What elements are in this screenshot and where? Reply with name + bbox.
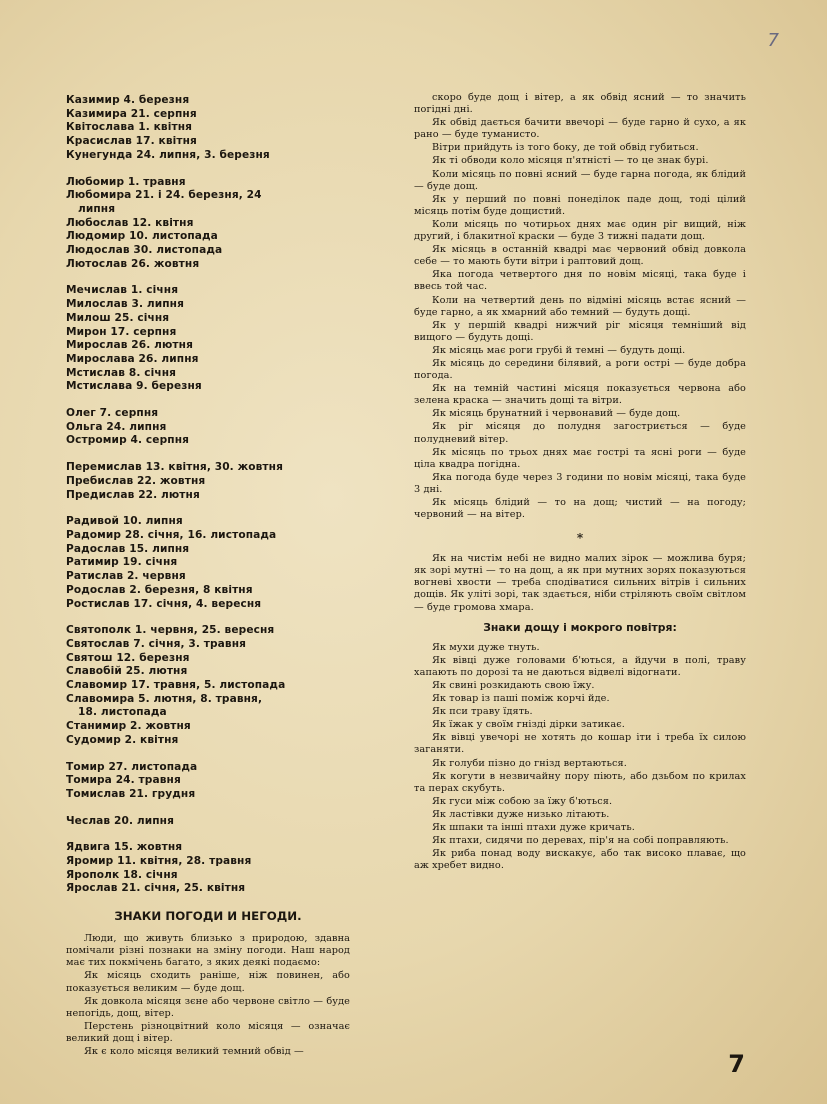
name-day-entry: Славобій 25. лютня — [66, 665, 188, 678]
name-day-entry: Пребислав 22. жовтня — [66, 474, 206, 487]
name-group — [66, 815, 350, 829]
text-paragraph: Як птахи, сидячи по деревах, пір'я на собі поправляють. — [432, 835, 729, 847]
name-day-entry: Любомира 21. і 24. березня, 24 — [66, 189, 262, 202]
text-paragraph: Як шпаки та інші птахи дуже кричать. — [432, 821, 635, 833]
text-paragraph: Як риба понад воду вискакує, або так високо плаває, що аж хребет видно. — [414, 848, 746, 872]
text-paragraph: Вітри прийдуть із того боку, де той обвід губиться. — [432, 142, 699, 154]
text-paragraph: Як ріг місяця до полудня загостриється — буде полудневий вітер. — [414, 421, 746, 445]
name-group — [66, 94, 350, 163]
name-day-entry: Мирон 17. серпня — [66, 325, 177, 338]
text-paragraph: Як на темній частині місяця показується червона або зелена краска — значить дощі та вітри. — [414, 383, 746, 407]
name-day-entry: Милош 25. січня — [66, 311, 170, 324]
text-paragraph: Як ті обводи коло місяця п'ятністі — то це знак бурі. — [432, 155, 709, 167]
name-day-entry: Мирослава 26. липня — [66, 352, 199, 365]
text-paragraph: Яка погода буде через 3 години по новім місяці, така буде 3 дні. — [414, 471, 746, 495]
name-day-entry: Ростислав 17. січня, 4. вересня — [66, 597, 262, 610]
text-paragraph: Як місяць в останній квадрі має червоний обвід довкола себе — то мають бути вітри і раптовий дощ. — [414, 244, 746, 268]
name-day-entry: Славомир 17. травня, 5. листопада — [66, 679, 286, 692]
text-paragraph: Як когути в незвичайну пору піють, або дзьбом по крилах та перах скубуть. — [414, 770, 746, 794]
name-day-entry: Томира 24. травня — [66, 774, 181, 787]
text-paragraph: Яка погода четвертого дня по новім місяці, така буде і ввесь той час. — [414, 269, 746, 293]
name-day-entry: Святослав 7. січня, 3. травня — [66, 637, 247, 650]
name-group — [66, 841, 350, 896]
name-day-entry: Квітослава 1. квітня — [66, 121, 193, 134]
name-day-entry: Святош 12. березня — [66, 651, 190, 664]
name-day-entry: Мирослав 26. лютня — [66, 339, 193, 352]
name-day-entry: Остромир 4. серпня — [66, 434, 190, 447]
name-day-entry: Ядвига 15. жовтня — [66, 841, 183, 854]
name-day-entry: Судомир 2. квітня — [66, 733, 179, 746]
name-day-entry: Радослав 15. липня — [66, 542, 190, 555]
name-day-entry: Радивой 10. липня — [66, 515, 183, 528]
name-group — [66, 407, 350, 448]
name-day-entry: Красислав 17. квітня — [66, 135, 197, 148]
name-day-entry: Предислав 22. лютня — [66, 488, 200, 501]
name-group — [66, 284, 350, 394]
text-paragraph: Перстень різноцвітний коло місяця — означає великий дощ і вітер. — [66, 1020, 350, 1044]
name-day-entry: Перемислав 13. квітня, 30. жовтня — [66, 461, 283, 474]
text-paragraph: Як на чистім небі не видно малих зірок — можлива буря; як зорі мутні — то на дощ, а як при мутних зорях показуються вогневі хвости — треба сподіватися сильних вітрів і сильних дощів. Як уліті зорі, так здається, ніби стріляють своїм світлом — буде громова хмара. — [414, 553, 746, 613]
name-group — [66, 515, 350, 611]
weather-intro-text — [66, 933, 350, 1058]
calendar-names-list — [66, 94, 350, 896]
left-column — [66, 94, 350, 1059]
name-day-entry: Мстислав 8. січня — [66, 366, 177, 379]
text-paragraph: Як пси траву їдять. — [432, 706, 533, 718]
name-day-entry: Чеслав 20. липня — [66, 814, 175, 827]
text-paragraph: Як є коло місяця великий темний обвід — — [84, 1046, 304, 1057]
name-day-entry: Ратимир 19. січня — [66, 556, 178, 569]
text-paragraph: Як ластівки дуже низько літають. — [432, 808, 610, 820]
moon-signs-text — [414, 92, 746, 521]
name-day-entry: Ольга 24. липня — [66, 420, 167, 433]
text-paragraph: Як свині розкидають свою їжу. — [432, 679, 595, 691]
text-paragraph: Як товар із паші поміж корчі йде. — [432, 693, 610, 705]
text-paragraph: Люди, що живуть близько з природою, здавна помічали різні познаки на зміну погоди. Наш народ має тих покмічень багато, з яких деякі подаємо: — [66, 933, 350, 969]
name-day-entry: Людомир 10. листопада — [66, 230, 218, 243]
name-group — [66, 761, 350, 802]
name-day-entry: Томир 27. листопада — [66, 760, 198, 773]
name-day-entry: Ярополк 18. січня — [66, 868, 178, 881]
text-paragraph: Як довкола місяця зєне або червоне світло — буде непогідь, дощ, вітер. — [66, 995, 350, 1019]
corner-pencil-mark: 7 — [767, 30, 779, 51]
text-paragraph: Як місяць має роги грубі й темні — будуть дощі. — [432, 344, 686, 356]
name-day-entry: Томислав 21. грудня — [66, 787, 196, 800]
name-day-entry: 18. листопада — [78, 706, 167, 719]
name-day-entry: Мстислава 9. березня — [66, 380, 202, 393]
text-paragraph: Як мухи дуже тнуть. — [432, 641, 540, 653]
name-day-entry: Любослав 12. квітня — [66, 216, 194, 229]
text-paragraph: скоро буде дощ і вітер, а як обвід ясний — то значить погідні дні. — [414, 92, 746, 116]
name-day-entry: Ратислав 2. червня — [66, 570, 186, 583]
text-paragraph: Як обвід дається бачити ввечорі — буде гарно й сухо, а як рано — буде туманисто. — [414, 117, 746, 141]
text-paragraph: Коли на четвертий день по відміні місяць встає ясний — буде гарно, а як хмарний або темний — будуть дощі. — [414, 294, 746, 318]
page-number: 7 — [728, 1050, 745, 1078]
name-day-entry: Станимир 2. жовтня — [66, 720, 191, 733]
text-paragraph: Коли місяць по чотирьох днях має один ріг вищий, ніж другий, і блакитної краски — буде 3 тижні падати дощ. — [414, 218, 746, 243]
name-day-entry: Людослав 30. листопада — [66, 244, 223, 257]
right-column — [414, 92, 746, 873]
rain-signs-text — [414, 642, 746, 873]
section-separator: * — [576, 531, 584, 546]
text-paragraph: Як місяць брунатний і червонавий — буде дощ. — [432, 408, 681, 420]
name-day-entry: Лютослав 26. жовтня — [66, 257, 200, 270]
name-day-entry: Яромир 11. квітня, 28. травня — [66, 855, 252, 868]
text-paragraph: Як у першій квадрі нижчий ріг місяця темніший від вищого — будуть дощі. — [414, 319, 746, 343]
name-day-entry: Радомир 28. січня, 16. листопада — [66, 528, 277, 541]
name-day-entry: Ярослав 21. січня, 25. квітня — [66, 882, 246, 895]
text-paragraph: Як місяць до середини білявий, а роги острі — буде добра погода. — [414, 357, 746, 382]
name-day-entry: Олег 7. серпня — [66, 407, 159, 420]
name-day-entry: липня — [78, 202, 116, 215]
name-group — [66, 461, 350, 502]
name-day-entry: Мечислав 1. січня — [66, 284, 179, 297]
name-group — [66, 624, 350, 747]
name-day-entry: Святополк 1. червня, 25. вересня — [66, 624, 275, 637]
text-paragraph: Як місяць сходить раніше, ніж повинен, або показується великим — буде дощ. — [66, 970, 350, 994]
name-day-entry: Любомир 1. травня — [66, 175, 186, 188]
text-paragraph: Як місяць блідий — то на дощ; чистий — на погоду; червоний — на вітер. — [414, 497, 746, 521]
text-paragraph: Як їжак у своїм гнізді дірки затикає. — [432, 719, 625, 731]
name-day-entry: Казимир 4. березня — [66, 94, 190, 106]
text-paragraph: Як у перший по повні понеділок паде дощ, тоді цілий місяць потім буде дощистий. — [414, 193, 746, 217]
name-group — [66, 176, 350, 272]
name-day-entry: Славомира 5. лютня, 8. травня, — [66, 692, 263, 705]
text-paragraph: Як голуби пізно до гнізд вертаються. — [432, 757, 627, 769]
text-paragraph: Як вівці дуже головами б'ються, а йдучи в полі, траву хапають по дорозі та не даються відвелі відогнати. — [414, 654, 746, 678]
text-paragraph: Як вівці увечорі не хотять до кошар іти і треба їх силою заганяти. — [414, 732, 746, 756]
section-title-weather-signs: ЗНАКИ ПОГОДИ И НЕГОДИ. — [114, 909, 302, 924]
name-day-entry: Кунегунда 24. липня, 3. березня — [66, 148, 270, 161]
text-paragraph: Як місяць по трьох днях має гострі та ясні роги — буде ціла квадра погідна. — [414, 446, 746, 470]
text-paragraph: Як гуси між собою за їжу б'ються. — [432, 795, 613, 807]
text-paragraph: Коли місяць по повні ясний — буде гарна погода, як блідий — буде дощ. — [414, 168, 746, 192]
name-day-entry: Родослав 2. березня, 8 квітня — [66, 583, 253, 596]
name-day-entry: Милослав 3. липня — [66, 298, 184, 311]
star-signs-text — [414, 553, 746, 613]
section-title-rain-signs: Знаки дощу і мокрого повітря: — [483, 620, 677, 634]
name-day-entry: Казимира 21. серпня — [66, 107, 197, 120]
